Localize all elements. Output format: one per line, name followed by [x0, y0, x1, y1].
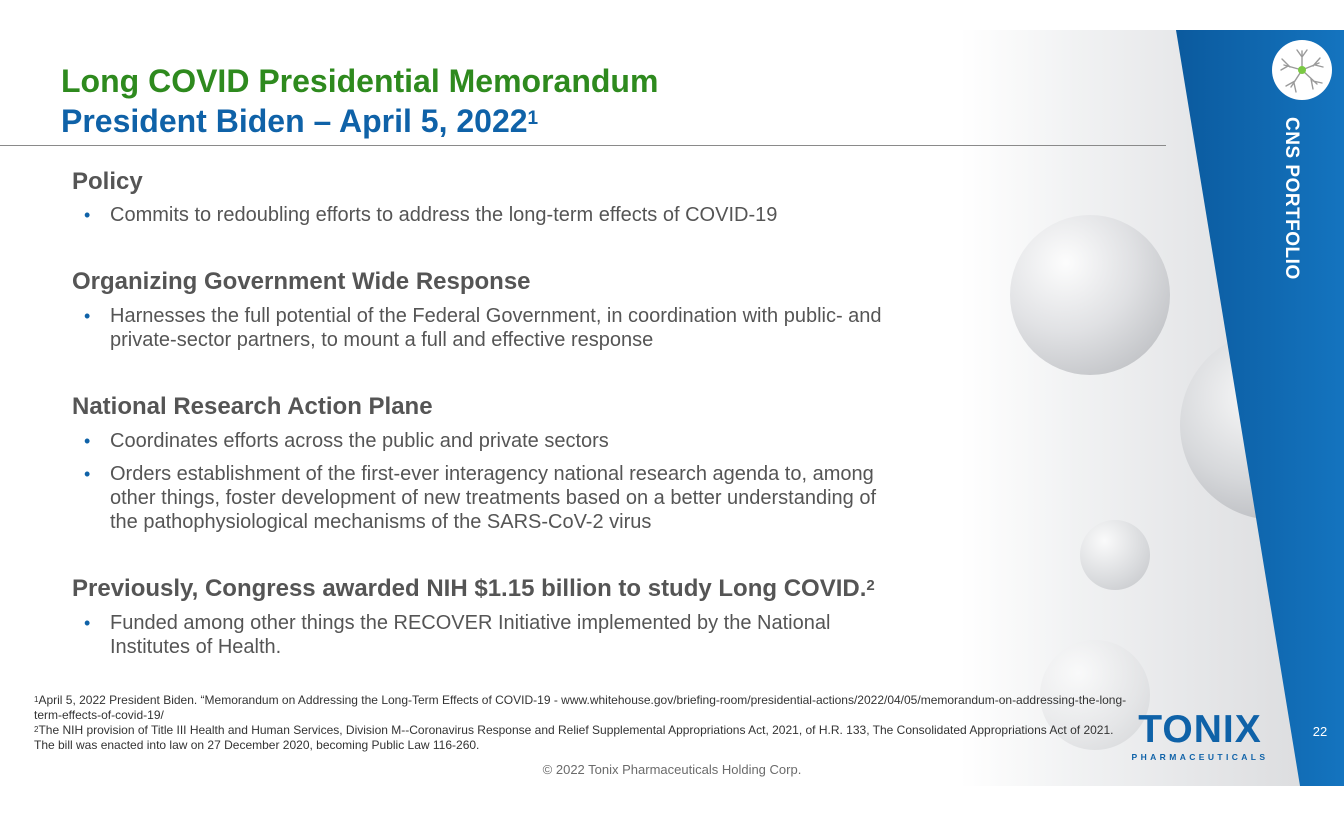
section-heading-government-response: Organizing Government Wide Response [72, 268, 531, 295]
bullet-marker: • [84, 464, 91, 484]
footnote-1 [34, 693, 1134, 723]
footnote-text: April 5, 2022 President Biden. “Memorandum on Addressing the Long-Term Effects of COVID-19 - www.whitehouse.gov/briefing-room/presidential-actions/2022/04/05/memorandum-on-addressing-the-long-term-effects-of-covid-19/ [34, 693, 1127, 722]
footnote-text: The NIH provision of Title III Health and Human Services, Division M--Coronavirus Response and Relief Supplemental Appropriations Act, 2021, of H.R. 133, The Consolidated Appropriations Act of 2021. The bill was enacted into law on 27 December 2020, becoming Public Law 116-260. [34, 723, 1114, 752]
bullet-text: Harnesses the full potential of the Federal Government, in coordination with public- and private-sector partners, to mount a full and effective response [110, 305, 882, 351]
bullet-text: Commits to redoubling efforts to address the long-term effects of COVID-19 [110, 204, 778, 226]
bullet-marker: • [84, 431, 91, 451]
tonix-logo [1132, 704, 1268, 764]
footnote-ref-2: 2 [866, 577, 875, 594]
page-title: Long COVID Presidential Memorandum [61, 63, 659, 99]
footnote-mark: 2 [34, 725, 39, 734]
section-heading-congress-nih [72, 575, 875, 603]
bullet-marker: • [84, 205, 91, 225]
page-subtitle [61, 102, 538, 140]
subtitle-text: President Biden – April 5, 2022 [61, 103, 528, 139]
header-divider [0, 145, 1166, 146]
bullet-text: Coordinates efforts across the public and private sectors [110, 430, 609, 452]
page-number: 22 [1312, 724, 1328, 739]
bullet-text: Orders establishment of the first-ever interagency national research agenda to, among other things, foster development of new treatments based on a better understanding of the pathophysiological mechanisms of the SARS-CoV-2 virus [110, 463, 877, 533]
bullet-text: Funded among other things the RECOVER Initiative implemented by the National Institutes of Health. [110, 612, 831, 658]
section-heading-policy: Policy [72, 168, 143, 195]
footnote-ref-1: 1 [527, 108, 539, 129]
footnote-2 [34, 723, 1134, 753]
copyright: © 2022 Tonix Pharmaceuticals Holding Corp. [542, 762, 802, 777]
section-heading-research-action-plan: National Research Action Plane [72, 393, 433, 420]
svg-text:PHARMACEUTICALS: PHARMACEUTICALS [1132, 752, 1268, 762]
cns-portfolio-label: CNS PORTFOLIO [1281, 117, 1302, 280]
bullet-marker: • [84, 306, 91, 326]
footnotes [34, 693, 1134, 753]
section-heading-text: Previously, Congress awarded NIH $1.15 billion to study Long COVID. [72, 575, 867, 602]
footnote-mark: 1 [34, 695, 39, 704]
neuron-icon [1271, 39, 1333, 101]
svg-text:TONIX: TONIX [1138, 708, 1262, 751]
bullet-marker: • [84, 613, 91, 633]
